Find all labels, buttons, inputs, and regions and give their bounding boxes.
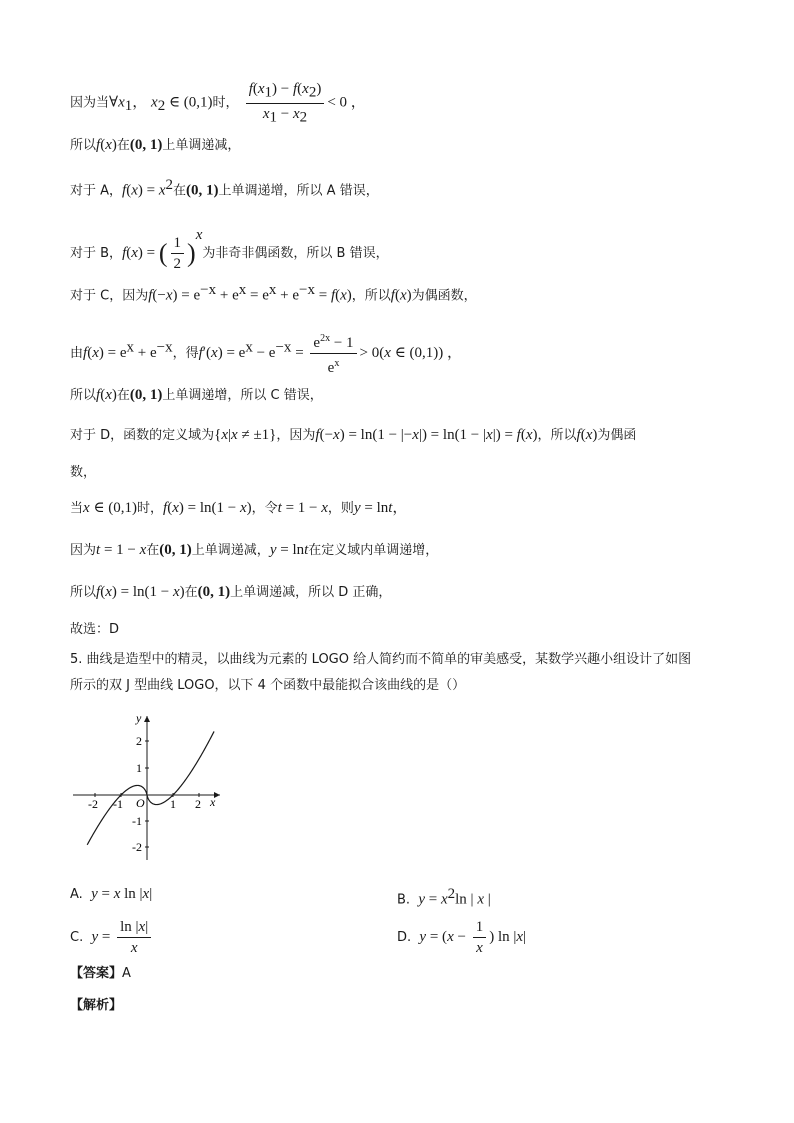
line-10: 当x ∈ (0,1)时，f(x) = ln(1 − x)，令t = 1 − x，则y = lnt， bbox=[70, 500, 408, 516]
text: ，则 bbox=[327, 501, 354, 516]
text: 上单调递减，所以 D 正确， bbox=[230, 585, 392, 600]
fraction: $\frac{f(x_1) - f(x_2)}{x_1 - x_2}$ bbox=[246, 80, 325, 126]
text: 上单调递增，所以 A 错误， bbox=[218, 183, 379, 199]
line-1: 因为当$\forall x_1$， $x_2$ ∈ (0,1)时， $\frac{f(x_1) - f(x_2)}{x_1 - x_2}$ < 0 ， bbox=[70, 81, 366, 126]
text: 在 bbox=[173, 183, 187, 199]
line-4: 对于 B，f(x) = ( $\frac{1}{2}$ )$^x$为非奇非偶函数，所以 B 错误， bbox=[70, 227, 389, 272]
option-d: D. y = (x − $\frac{1}{x}$ ) ln |x| bbox=[397, 919, 527, 956]
text: 上单调递减， bbox=[191, 543, 270, 558]
text: 故选：D bbox=[70, 622, 120, 637]
line-3: 对于 A，$f(x) = x^2$在(0, 1)上单调递增，所以 A 错误， bbox=[70, 177, 379, 199]
origin-label: O bbox=[136, 796, 145, 810]
line-11: 因为t = 1 − x在(0, 1)上单调递减，y = lnt在定义域内单调递增， bbox=[70, 542, 439, 558]
text: 为偶函数， bbox=[411, 288, 477, 304]
y-tick-label: -1 bbox=[132, 814, 142, 828]
option-a: A. y = x ln |x| bbox=[70, 886, 153, 902]
text: 所以 bbox=[70, 585, 97, 600]
text: 由 bbox=[70, 346, 84, 361]
text: ，令 bbox=[251, 501, 278, 516]
text: 对于 B， bbox=[70, 246, 123, 261]
text: 5. 曲线是造型中的精灵，以曲线为元素的 LOGO 给人简约而不简单的审美感受，某数学兴趣小组设计了如图 bbox=[70, 652, 692, 667]
text: 当 bbox=[70, 501, 84, 516]
line-8: 对于 D，函数的定义域为{x|x ≠ ±1}，因为f(−x) = ln(1 − |−x|) = ln(1 − |x|) = f(x)，所以f(x)为偶函 bbox=[70, 427, 637, 443]
text: 为偶函 bbox=[597, 428, 637, 443]
text: ，所以 bbox=[537, 428, 577, 443]
x-axis-label: x bbox=[210, 795, 216, 809]
text: 时， bbox=[212, 95, 239, 111]
text: 对于 C，因为 bbox=[70, 288, 149, 304]
text: 对于 D，函数的定义域为 bbox=[70, 428, 215, 443]
answer bbox=[70, 962, 131, 981]
text: 上单调递减， bbox=[162, 138, 241, 153]
x-tick-label: 1 bbox=[170, 797, 176, 811]
option-c: C. y = $\frac{\ln |x|}{x}$ bbox=[70, 918, 154, 957]
text: 时， bbox=[137, 501, 164, 516]
line-9 bbox=[70, 463, 96, 483]
text: 所以 bbox=[70, 138, 97, 153]
curve-graph bbox=[70, 710, 230, 870]
x-tick-label: 2 bbox=[195, 797, 201, 811]
text: 数， bbox=[70, 465, 97, 480]
y-tick-label: 2 bbox=[136, 734, 142, 748]
answer-label: 【答案】 bbox=[70, 966, 123, 981]
text: 在 bbox=[116, 138, 130, 153]
y-tick-label: 1 bbox=[136, 761, 142, 775]
y-axis-arrow bbox=[144, 716, 150, 722]
text: 为非奇非偶函数，所以 B 错误， bbox=[202, 246, 389, 261]
line-6: 由$f(x) = e^x + e^{-x}$，得$f'(x) = e^x - e^{-x}$ = $\frac{e^{2x} - 1}{e^x}$ > 0(x ∈ (0,1)) ， bbox=[70, 330, 462, 377]
line-12: 所以f(x) = ln(1 − x)在(0, 1)上单调递减，所以 D 正确， bbox=[70, 584, 392, 600]
text: ，得 bbox=[172, 346, 199, 361]
y-axis-label: y bbox=[136, 711, 142, 725]
answer-value: A bbox=[122, 966, 131, 981]
text: 因为当 bbox=[70, 95, 110, 111]
analysis-label: 【解析】 bbox=[70, 998, 123, 1013]
q5-line-1 bbox=[70, 650, 691, 670]
text: 所示的双 J 型曲线 LOGO，以下 4 个函数中最能拟合该曲线的是（） bbox=[70, 678, 466, 693]
text: ，所以 bbox=[351, 288, 391, 304]
x-tick-label: -2 bbox=[88, 797, 98, 811]
curve bbox=[87, 731, 214, 844]
y-tick-label: -2 bbox=[132, 840, 142, 854]
line-13 bbox=[70, 620, 119, 640]
text: 因为 bbox=[70, 543, 97, 558]
line-7: 所以f(x)在(0, 1)上单调递增，所以 C 错误， bbox=[70, 387, 323, 403]
analysis bbox=[70, 994, 122, 1013]
text: 对于 A， bbox=[70, 183, 123, 199]
text: 在定义域内单调递增， bbox=[308, 543, 439, 558]
option-b: B. $y = x^2\ln$ | x | bbox=[397, 886, 491, 908]
text: 在 bbox=[146, 543, 160, 558]
q5-line-2 bbox=[70, 676, 465, 696]
text: 在 bbox=[116, 388, 130, 403]
text: 所以 bbox=[70, 388, 97, 403]
text: 在 bbox=[184, 585, 198, 600]
x-tick-label: -1 bbox=[113, 797, 123, 811]
line-5: 对于 C，因为$f(-x) = e^{-x} + e^x = e^x + e^{-x} = f(x)$，所以f(x)为偶函数， bbox=[70, 282, 477, 304]
line-2: 所以f(x)在(0, 1)上单调递减， bbox=[70, 137, 241, 153]
text: ，因为 bbox=[276, 428, 316, 443]
text: 上单调递增，所以 C 错误， bbox=[162, 388, 323, 403]
